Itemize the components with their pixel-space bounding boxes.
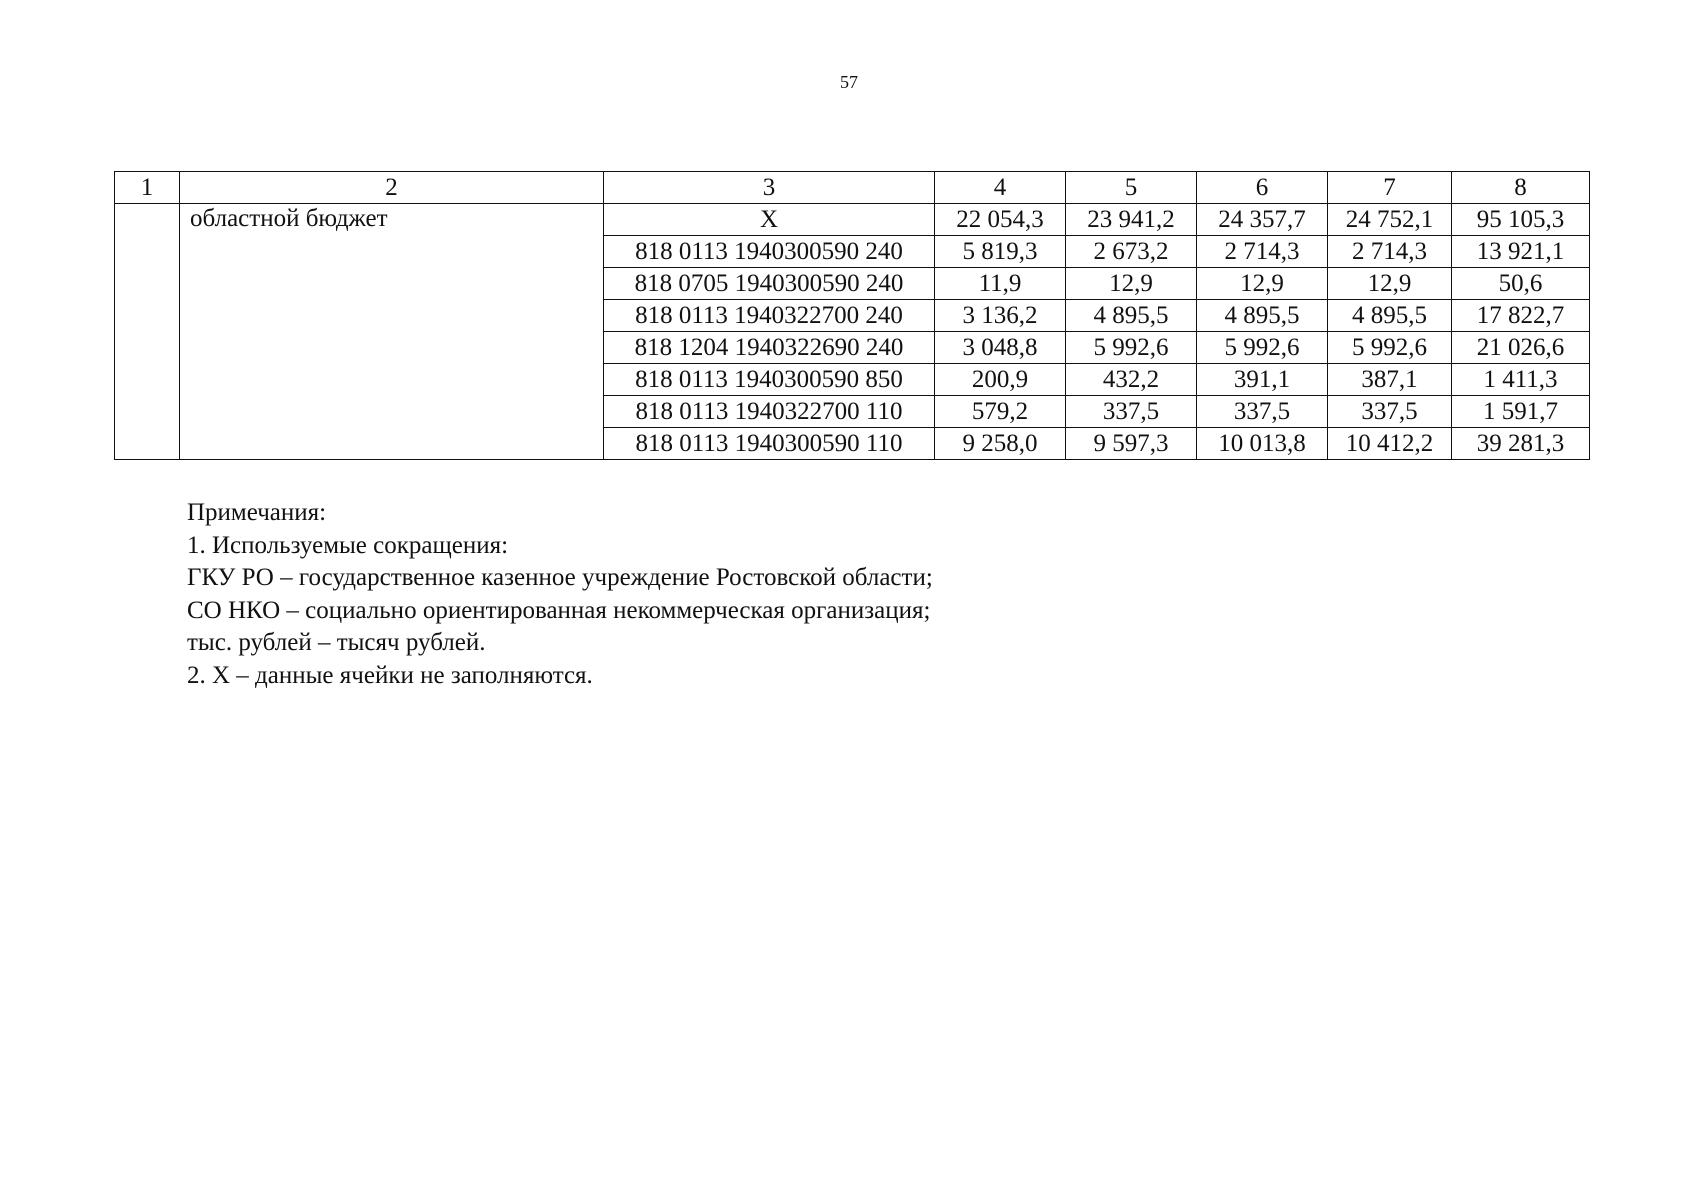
value-cell: 11,9 [935,268,1066,300]
value-cell: 5 992,6 [1197,332,1328,364]
total-cell: 21 026,6 [1452,332,1590,364]
note-line: СО НКО – социально ориентированная некоммерческая организация; [187,596,931,624]
value-cell: 4 895,5 [1066,300,1197,332]
value-cell: 24 752,1 [1328,204,1452,236]
note-line: тыс. рублей – тысяч рублей. [187,629,486,656]
total-cell: 95 105,3 [1452,204,1590,236]
value-cell: 337,5 [1066,396,1197,428]
total-cell: 50,6 [1452,268,1590,300]
header-cell: 8 [1452,172,1590,204]
note-line: ГКУ РО – государственное казенное учреждение Ростовской области; [187,564,933,591]
notes-section [187,497,933,692]
value-cell: 10 412,2 [1328,428,1452,460]
number-cell [115,204,180,460]
budget-table [114,171,1590,460]
value-cell: 9 597,3 [1066,428,1197,460]
value-cell: 2 714,3 [1197,236,1328,268]
table-header-row [115,172,1590,204]
total-cell: 39 281,3 [1452,428,1590,460]
header-cell: 3 [604,172,935,204]
value-cell: 337,5 [1328,396,1452,428]
header-cell: 6 [1197,172,1328,204]
code-cell: 818 0113 1940300590 850 [604,364,935,396]
note-line: 2. Х – данные ячейки не заполняются. [187,661,593,689]
header-cell: 2 [180,172,604,204]
value-cell: 337,5 [1197,396,1328,428]
value-cell: 432,2 [1066,364,1197,396]
value-cell: 387,1 [1328,364,1452,396]
code-cell: 818 0113 1940322700 110 [604,396,935,428]
header-cell: 5 [1066,172,1197,204]
value-cell: 12,9 [1066,268,1197,300]
header-cell: 1 [115,172,180,204]
value-cell: 10 013,8 [1197,428,1328,460]
code-cell: 818 0113 1940300590 110 [604,428,935,460]
value-cell: 23 941,2 [1066,204,1197,236]
value-cell: 2 714,3 [1328,236,1452,268]
value-cell: 3 136,2 [935,300,1066,332]
total-cell: 17 822,7 [1452,300,1590,332]
total-cell: 13 921,1 [1452,236,1590,268]
header-cell: 4 [935,172,1066,204]
value-cell: 4 895,5 [1197,300,1328,332]
value-cell: 391,1 [1197,364,1328,396]
note-line: 1. Используемые сокращения: [187,531,509,559]
value-cell: 4 895,5 [1328,300,1452,332]
code-cell: 818 0113 1940300590 240 [604,236,935,268]
code-cell: 818 1204 1940322690 240 [604,332,935,364]
value-cell: 12,9 [1197,268,1328,300]
value-cell: 12,9 [1328,268,1452,300]
value-cell: 200,9 [935,364,1066,396]
header-cell: 7 [1328,172,1452,204]
funding-source-cell: областной бюджет [180,204,604,460]
table-row [115,204,1590,236]
notes-heading: Примечания: [187,499,327,526]
value-cell: 5 992,6 [1066,332,1197,364]
value-cell: 2 673,2 [1066,236,1197,268]
page-number: 57 [840,72,858,92]
value-cell: 9 258,0 [935,428,1066,460]
code-cell: X [604,204,935,236]
code-cell: 818 0705 1940300590 240 [604,268,935,300]
value-cell: 24 357,7 [1197,204,1328,236]
value-cell: 5 992,6 [1328,332,1452,364]
value-cell: 3 048,8 [935,332,1066,364]
value-cell: 5 819,3 [935,236,1066,268]
total-cell: 1 591,7 [1452,396,1590,428]
total-cell: 1 411,3 [1452,364,1590,396]
value-cell: 22 054,3 [935,204,1066,236]
code-cell: 818 0113 1940322700 240 [604,300,935,332]
value-cell: 579,2 [935,396,1066,428]
